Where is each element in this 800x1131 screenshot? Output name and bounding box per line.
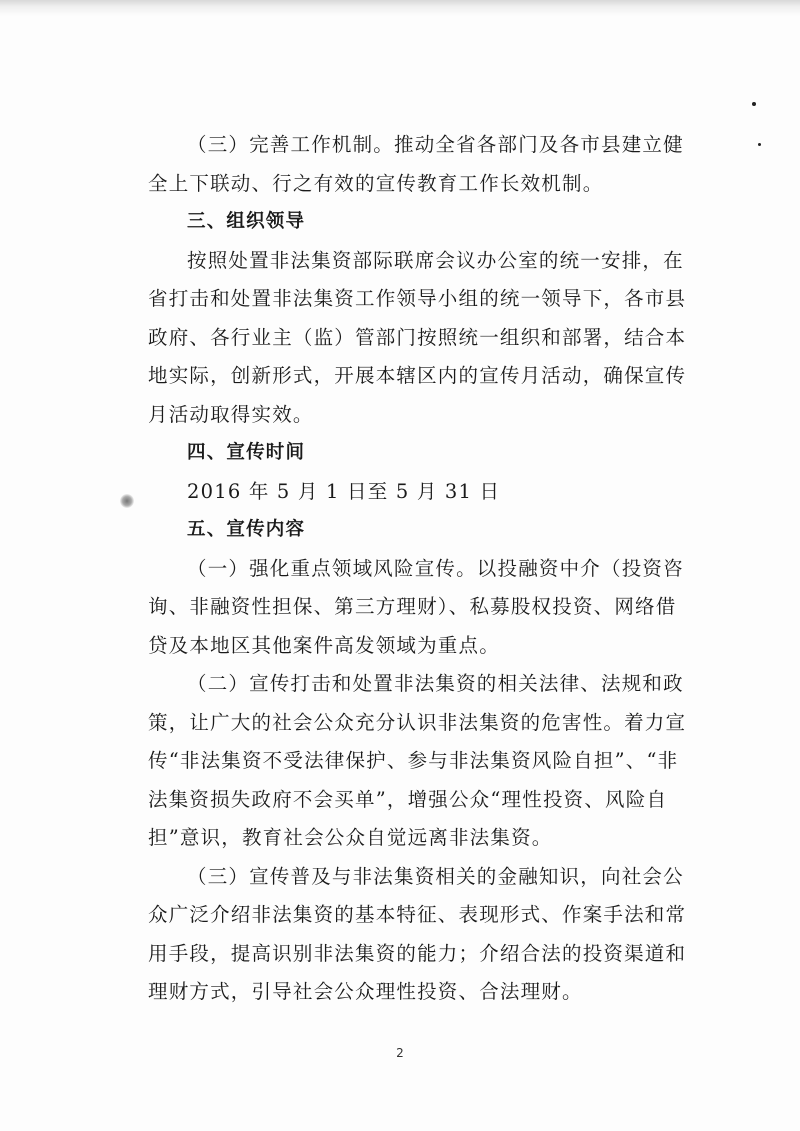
- scan-smudge: [120, 494, 134, 508]
- paragraph-line: （一）强化重点领域风险宣传。以投融资中介（投资咨: [187, 556, 684, 580]
- paragraph-line: 贷及本地区其他案件高发领域为重点。: [148, 633, 500, 657]
- paragraph-line: 法集资损失政府不会买单”，增强公众“理性投资、风险自: [148, 787, 668, 811]
- paragraph-line: （二）宣传打击和处置非法集资的相关法律、法规和政: [187, 672, 684, 695]
- paragraph-line: 按照处置非法集资部际联席会议办公室的统一安排，在: [187, 248, 684, 272]
- section-heading: 四、宣传时间: [187, 442, 306, 463]
- paragraph-line: 众广泛介绍非法集资的基本特征、表现形式、作案手法和常: [148, 903, 687, 926]
- paragraph-line: 用手段，提高识别非法集资的能力；介绍合法的投资渠道和: [148, 941, 687, 965]
- scan-speck: [758, 143, 761, 146]
- paragraph-line: （三）完善工作机制。推动全省各部门及各市县建立健: [187, 133, 684, 156]
- scan-top-edge: [0, 0, 800, 16]
- paragraph-line: 担”意识，教育社会公众自觉远离非法集资。: [148, 826, 553, 849]
- section-heading: 五、宣传内容: [187, 519, 306, 540]
- paragraph-line: 省打击和处置非法集资工作领导小组的统一领导下，各市县: [148, 287, 687, 310]
- section-heading: 三、组织领导: [187, 211, 306, 232]
- page-number: 2: [396, 1046, 404, 1060]
- paragraph-line: 传“非法集资不受法律保护、参与非法集资风险自担”、“非: [148, 749, 679, 772]
- scan-speck: [752, 102, 756, 106]
- paragraph-line: 询、非融资性担保、第三方理财）、私募股权投资、网络借: [148, 595, 677, 618]
- paragraph-line: （三）宣传普及与非法集资相关的金融知识，向社会公: [187, 864, 684, 888]
- paragraph-line: 2016 年 5 月 1 日至 5 月 31 日: [187, 479, 501, 503]
- document-body: [148, 126, 687, 1012]
- paragraph-line: 全上下联动、行之有效的宣传教育工作长效机制。: [148, 171, 604, 195]
- paragraph-line: 政府、各行业主（监）管部门按照统一组织和部署，结合本: [148, 325, 687, 349]
- paragraph-line: 地实际，创新形式，开展本辖区内的宣传月活动，确保宣传: [148, 364, 687, 387]
- paragraph-line: 策，让广大的社会公众充分认识非法集资的危害性。着力宣: [148, 710, 687, 734]
- paragraph-line: 理财方式，引导社会公众理性投资、合法理财。: [148, 980, 583, 1003]
- paragraph-line: 月活动取得实效。: [148, 402, 314, 426]
